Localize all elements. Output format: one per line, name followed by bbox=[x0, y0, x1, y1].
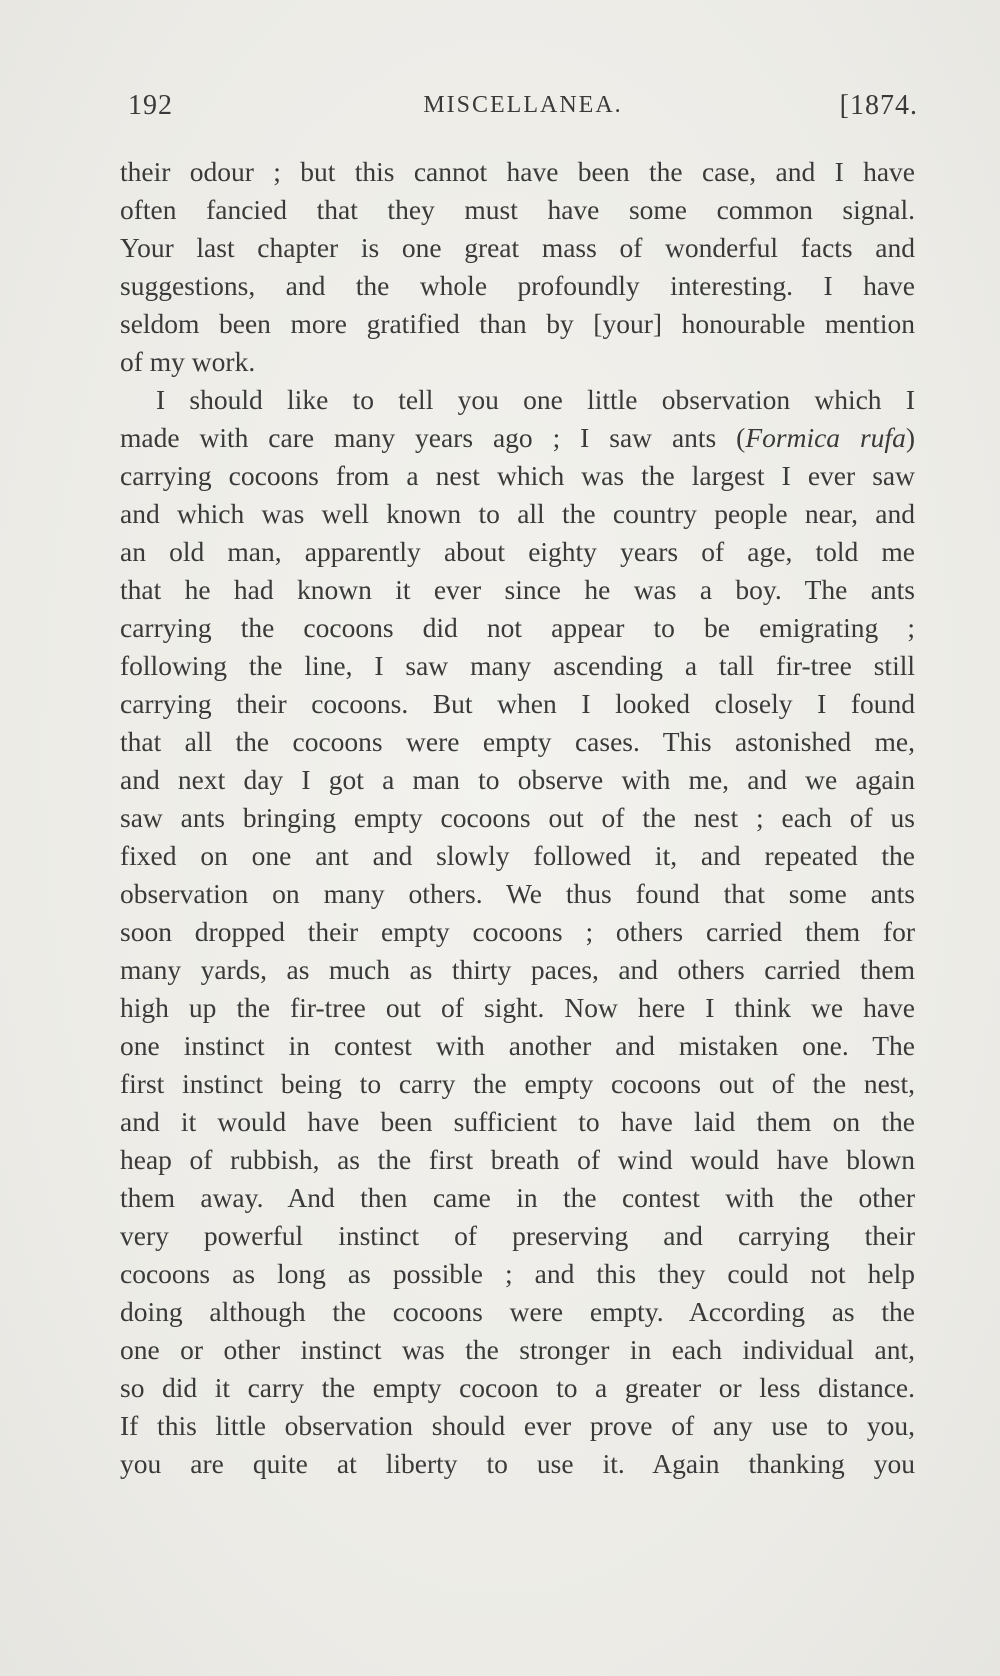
text-line: first instinct being to carry the empty cocoons out of the nest, bbox=[120, 1068, 915, 1099]
text-line: saw ants bringing empty cocoons out of the nest ; each of us bbox=[120, 802, 915, 833]
text-line: soon dropped their empty cocoons ; others carried them for bbox=[120, 916, 915, 947]
text-line: of my work. bbox=[120, 346, 256, 377]
text-line: them away. And then came in the contest with the other bbox=[120, 1182, 915, 1213]
body-text bbox=[120, 153, 915, 1483]
species-name: Formica rufa bbox=[745, 422, 906, 453]
text-line: that he had known it ever since he was a boy. The ants bbox=[120, 574, 915, 605]
text-line: you are quite at liberty to use it. Again thanking you bbox=[120, 1448, 915, 1479]
text-line: following the line, I saw many ascending a tall fir-tree still bbox=[120, 650, 915, 681]
text-line: their odour ; but this cannot have been the case, and I have bbox=[120, 156, 915, 187]
text-line: that all the cocoons were empty cases. This astonished me, bbox=[120, 726, 915, 757]
text-line: carrying their cocoons. But when I looked closely I found bbox=[120, 688, 915, 719]
text-line: and it would have been sufficient to have laid them on the bbox=[120, 1106, 915, 1137]
page-header bbox=[128, 90, 918, 130]
running-head: MISCELLANEA. bbox=[423, 92, 623, 118]
text-line: often fancied that they must have some common signal. bbox=[120, 194, 915, 225]
text-line: so did it carry the empty cocoon to a greater or less distance. bbox=[120, 1372, 915, 1403]
text-line: Your last chapter is one great mass of wonderful facts and bbox=[120, 232, 915, 263]
text-line: carrying cocoons from a nest which was the largest I ever saw bbox=[120, 460, 915, 491]
text-line: fixed on one ant and slowly followed it, and repeated the bbox=[120, 840, 915, 871]
text-line: one instinct in contest with another and mistaken one. The bbox=[120, 1030, 915, 1061]
text-line: cocoons as long as possible ; and this they could not help bbox=[120, 1258, 915, 1289]
text-segment: ) bbox=[905, 422, 915, 453]
text-line: suggestions, and the whole profoundly interesting. I have bbox=[120, 270, 915, 301]
text-line: doing although the cocoons were empty. According as the bbox=[120, 1296, 915, 1327]
text-line: observation on many others. We thus found that some ants bbox=[120, 878, 915, 909]
text-line: and next day I got a man to observe with me, and we again bbox=[120, 764, 915, 795]
text-segment: made with care many years ago ; I saw ants ( bbox=[120, 422, 746, 453]
text-line: and which was well known to all the country people near, and bbox=[120, 498, 915, 529]
text-line: seldom been more gratified than by [your] honourable mention bbox=[120, 308, 915, 339]
text-line: very powerful instinct of preserving and carrying their bbox=[120, 1220, 915, 1251]
text-line: heap of rubbish, as the first breath of wind would have blown bbox=[120, 1144, 915, 1175]
text-line bbox=[120, 419, 915, 457]
text-line: an old man, apparently about eighty years of age, told me bbox=[120, 536, 915, 567]
text-line: I should like to tell you one little observation which I bbox=[156, 384, 915, 415]
text-line: carrying the cocoons did not appear to be emigrating ; bbox=[120, 612, 915, 643]
text-line: If this little observation should ever prove of any use to you, bbox=[120, 1410, 915, 1441]
year-marker: [1874. bbox=[839, 90, 918, 121]
page-number: 192 bbox=[128, 90, 173, 121]
text-line: many yards, as much as thirty paces, and others carried them bbox=[120, 954, 915, 985]
text-line: high up the fir-tree out of sight. Now here I think we have bbox=[120, 992, 915, 1023]
text-line: one or other instinct was the stronger in each individual ant, bbox=[120, 1334, 915, 1365]
